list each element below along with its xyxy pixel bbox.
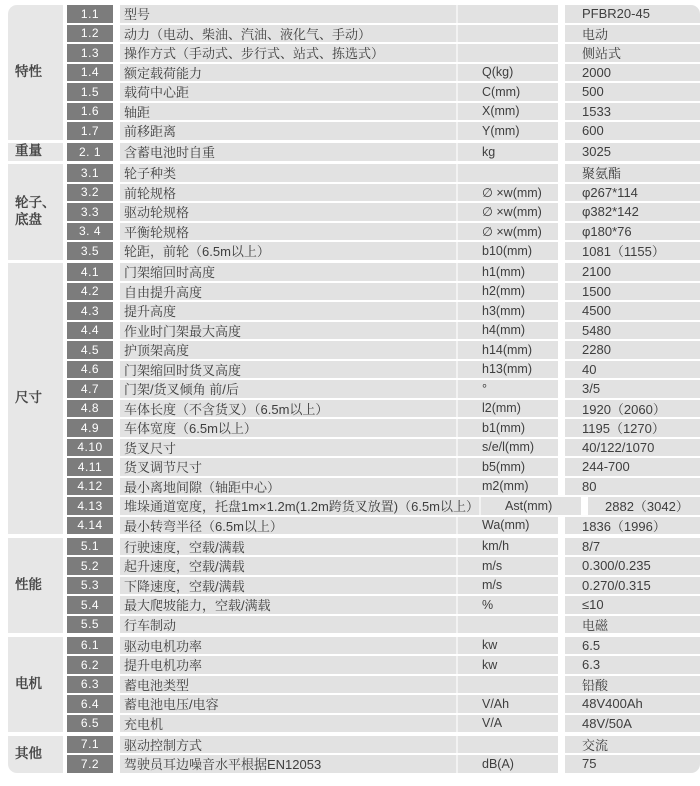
parameter-label: 门架缩回时高度 — [120, 263, 456, 281]
parameter-label: 动力（电动、柴油、汽油、液化气、手动） — [120, 25, 456, 43]
unit-label: kw — [456, 637, 558, 655]
table-row — [67, 400, 700, 418]
table-row — [67, 755, 700, 773]
table-row — [67, 203, 700, 221]
table-group-3 — [8, 164, 700, 260]
parameter-label: 驱动电机功率 — [120, 637, 456, 655]
row-number-badge: 6.3 — [67, 676, 113, 694]
value-label: 3025 — [565, 143, 700, 161]
value-label: 48V400Ah — [565, 695, 700, 713]
row-number-badge: 6.4 — [67, 695, 113, 713]
parameter-label: 平衡轮规格 — [120, 223, 456, 241]
row-number-badge: 3.3 — [67, 203, 113, 221]
row-number-badge: 4.4 — [67, 322, 113, 340]
parameter-label: 起升速度，空载/满载 — [120, 557, 456, 575]
value-label: 2882（3042） — [588, 497, 700, 515]
group-rows — [67, 164, 700, 260]
unit-label: dB(A) — [456, 755, 558, 773]
value-label: PFBR20-45 — [565, 5, 700, 23]
parameter-label: 门架/货叉倾角 前/后 — [120, 380, 456, 398]
value-label: 5480 — [565, 322, 700, 340]
unit-label: kg — [456, 143, 558, 161]
unit-label: Wa(mm) — [456, 517, 558, 535]
unit-label — [456, 25, 558, 43]
row-number-badge: 4.12 — [67, 478, 113, 496]
value-label: 6.3 — [565, 656, 700, 674]
table-row — [67, 596, 700, 614]
unit-label — [456, 736, 558, 754]
row-number-badge: 6.2 — [67, 656, 113, 674]
unit-label: h3(mm) — [456, 302, 558, 320]
value-label: 1920（2060） — [565, 400, 700, 418]
row-number-badge: 4.6 — [67, 361, 113, 379]
row-number-badge: 5.5 — [67, 616, 113, 634]
value-label: 铅酸 — [565, 676, 700, 694]
unit-label: s/e/l(mm) — [456, 439, 558, 457]
unit-label: % — [456, 596, 558, 614]
unit-label: ∅ ×w(mm) — [456, 203, 558, 221]
parameter-label: 操作方式（手动式、步行式、站式、拣选式） — [120, 44, 456, 62]
parameter-label: 行车制动 — [120, 616, 456, 634]
parameter-label: 轴距 — [120, 103, 456, 121]
category-label: 轮子、底盘 — [8, 164, 63, 260]
unit-label: X(mm) — [456, 103, 558, 121]
table-group-2 — [8, 143, 700, 161]
table-group-7 — [8, 736, 700, 773]
row-number-badge: 4.1 — [67, 263, 113, 281]
row-number-badge: 7.2 — [67, 755, 113, 773]
parameter-label: 含蓄电池时自重 — [120, 143, 456, 161]
row-number-badge: 4.9 — [67, 419, 113, 437]
parameter-label: 车体宽度（6.5m以上） — [120, 419, 456, 437]
row-number-badge: 4.13 — [67, 497, 113, 515]
unit-label: Y(mm) — [456, 122, 558, 140]
table-row — [67, 557, 700, 575]
table-group-5 — [8, 538, 700, 634]
table-row — [67, 5, 700, 23]
row-number-badge: 2. 1 — [67, 143, 113, 161]
value-label: 1081（1155） — [565, 242, 700, 260]
row-number-badge: 3.1 — [67, 164, 113, 182]
table-row — [67, 25, 700, 43]
table-row — [67, 478, 700, 496]
table-row — [67, 122, 700, 140]
table-row — [67, 695, 700, 713]
row-number-badge: 4.7 — [67, 380, 113, 398]
row-number-badge: 1.4 — [67, 64, 113, 82]
parameter-label: 行驶速度，空载/满载 — [120, 538, 456, 556]
row-number-badge: 4.3 — [67, 302, 113, 320]
unit-label: kw — [456, 656, 558, 674]
table-row — [67, 164, 700, 182]
parameter-label: 货叉调节尺寸 — [120, 458, 456, 476]
unit-label: b1(mm) — [456, 419, 558, 437]
unit-label: h4(mm) — [456, 322, 558, 340]
row-number-badge: 3.5 — [67, 242, 113, 260]
unit-label: Ast(mm) — [479, 497, 581, 515]
value-label: φ267*114 — [565, 184, 700, 202]
category-label: 性能 — [8, 538, 63, 634]
table-row — [67, 263, 700, 281]
table-row — [67, 439, 700, 457]
row-number-badge: 5.3 — [67, 577, 113, 595]
unit-label: V/A — [456, 715, 558, 733]
unit-label — [456, 676, 558, 694]
unit-label — [456, 44, 558, 62]
table-row — [67, 44, 700, 62]
unit-label: l2(mm) — [456, 400, 558, 418]
parameter-label: 蓄电池类型 — [120, 676, 456, 694]
table-row — [67, 242, 700, 260]
table-row — [67, 143, 700, 161]
table-row — [67, 538, 700, 556]
table-row — [67, 458, 700, 476]
unit-label: h13(mm) — [456, 361, 558, 379]
row-number-badge: 5.4 — [67, 596, 113, 614]
value-label: 1836（1996） — [565, 517, 700, 535]
row-number-badge: 7.1 — [67, 736, 113, 754]
value-label: 40/122/1070 — [565, 439, 700, 457]
row-number-badge: 1.2 — [67, 25, 113, 43]
row-number-badge: 4.11 — [67, 458, 113, 476]
unit-label: h14(mm) — [456, 341, 558, 359]
table-group-1 — [8, 5, 700, 140]
value-label: 3/5 — [565, 380, 700, 398]
value-label: 2280 — [565, 341, 700, 359]
parameter-label: 堆垛通道宽度，托盘1m×1.2m(1.2m跨货叉放置)（6.5m以上） — [120, 497, 479, 515]
unit-label: ° — [456, 380, 558, 398]
table-row — [67, 380, 700, 398]
value-label: 500 — [565, 83, 700, 101]
value-label: 1533 — [565, 103, 700, 121]
group-rows — [67, 143, 700, 161]
value-label: 2100 — [565, 263, 700, 281]
parameter-label: 门架缩回时货叉高度 — [120, 361, 456, 379]
table-row — [67, 283, 700, 301]
table-row — [67, 656, 700, 674]
row-number-badge: 5.2 — [67, 557, 113, 575]
parameter-label: 最大爬坡能力，空载/满载 — [120, 596, 456, 614]
value-label: 40 — [565, 361, 700, 379]
row-number-badge: 3.2 — [67, 184, 113, 202]
row-number-badge: 1.6 — [67, 103, 113, 121]
row-number-badge: 4.8 — [67, 400, 113, 418]
value-label: 4500 — [565, 302, 700, 320]
category-label: 重量 — [8, 143, 63, 161]
unit-label — [456, 164, 558, 182]
parameter-label: 驱动控制方式 — [120, 736, 456, 754]
unit-label: h1(mm) — [456, 263, 558, 281]
table-row — [67, 184, 700, 202]
category-label: 电机 — [8, 637, 63, 733]
parameter-label: 额定载荷能力 — [120, 64, 456, 82]
unit-label: V/Ah — [456, 695, 558, 713]
row-number-badge: 5.1 — [67, 538, 113, 556]
parameter-label: 充电机 — [120, 715, 456, 733]
group-rows — [67, 263, 700, 534]
parameter-label: 作业时门架最大高度 — [120, 322, 456, 340]
table-row — [67, 361, 700, 379]
value-label: 1195（1270） — [565, 419, 700, 437]
group-rows — [67, 5, 700, 140]
group-rows — [67, 736, 700, 773]
table-row — [67, 577, 700, 595]
table-row — [67, 341, 700, 359]
parameter-label: 载荷中心距 — [120, 83, 456, 101]
row-number-badge: 4.14 — [67, 517, 113, 535]
value-label: 交流 — [565, 736, 700, 754]
table-row — [67, 322, 700, 340]
row-number-badge: 4.2 — [67, 283, 113, 301]
value-label: 1500 — [565, 283, 700, 301]
parameter-label: 最小离地间隙（轴距中心） — [120, 478, 456, 496]
table-row — [67, 637, 700, 655]
table-row — [67, 302, 700, 320]
table-group-4 — [8, 263, 700, 534]
value-label: 75 — [565, 755, 700, 773]
table-row — [67, 616, 700, 634]
parameter-label: 提升电机功率 — [120, 656, 456, 674]
value-label: 80 — [565, 478, 700, 496]
value-label: φ382*142 — [565, 203, 700, 221]
parameter-label: 驱动轮规格 — [120, 203, 456, 221]
parameter-label: 前轮规格 — [120, 184, 456, 202]
unit-label: km/h — [456, 538, 558, 556]
row-number-badge: 4.5 — [67, 341, 113, 359]
value-label: 0.270/0.315 — [565, 577, 700, 595]
value-label: 电动 — [565, 25, 700, 43]
unit-label: m/s — [456, 557, 558, 575]
parameter-label: 轮子种类 — [120, 164, 456, 182]
value-label: 48V/50A — [565, 715, 700, 733]
parameter-label: 驾驶员耳边噪音水平根据EN12053 — [120, 755, 456, 773]
parameter-label: 车体长度（不含货叉）（6.5m以上） — [120, 400, 456, 418]
table-row — [67, 103, 700, 121]
value-label: 600 — [565, 122, 700, 140]
value-label: φ180*76 — [565, 223, 700, 241]
row-number-badge: 1.1 — [67, 5, 113, 23]
value-label: 0.300/0.235 — [565, 557, 700, 575]
unit-label: m/s — [456, 577, 558, 595]
unit-label — [456, 5, 558, 23]
table-row — [67, 83, 700, 101]
parameter-label: 自由提升高度 — [120, 283, 456, 301]
parameter-label: 下降速度，空载/满载 — [120, 577, 456, 595]
unit-label: b5(mm) — [456, 458, 558, 476]
unit-label: b10(mm) — [456, 242, 558, 260]
table-group-6 — [8, 637, 700, 733]
table-row — [67, 64, 700, 82]
value-label: 侧站式 — [565, 44, 700, 62]
row-number-badge: 1.3 — [67, 44, 113, 62]
category-label: 特性 — [8, 5, 63, 140]
value-label: 244-700 — [565, 458, 700, 476]
parameter-label: 前移距离 — [120, 122, 456, 140]
value-label: 2000 — [565, 64, 700, 82]
row-number-badge: 6.1 — [67, 637, 113, 655]
spec-table — [8, 5, 700, 773]
value-label: 6.5 — [565, 637, 700, 655]
parameter-label: 提升高度 — [120, 302, 456, 320]
category-label: 其他 — [8, 736, 63, 773]
unit-label: m2(mm) — [456, 478, 558, 496]
value-label: 电磁 — [565, 616, 700, 634]
unit-label: C(mm) — [456, 83, 558, 101]
table-row — [67, 736, 700, 754]
parameter-label: 轮距，前轮（6.5m以上） — [120, 242, 456, 260]
unit-label — [456, 616, 558, 634]
parameter-label: 最小转弯半径（6.5m以上） — [120, 517, 456, 535]
value-label: ≤10 — [565, 596, 700, 614]
unit-label: ∅ ×w(mm) — [456, 223, 558, 241]
table-row — [67, 676, 700, 694]
row-number-badge: 1.7 — [67, 122, 113, 140]
group-rows — [67, 538, 700, 634]
parameter-label: 货叉尺寸 — [120, 439, 456, 457]
category-label: 尺寸 — [8, 263, 63, 534]
parameter-label: 护顶架高度 — [120, 341, 456, 359]
value-label: 8/7 — [565, 538, 700, 556]
row-number-badge: 1.5 — [67, 83, 113, 101]
table-row — [67, 517, 700, 535]
parameter-label: 蓄电池电压/电容 — [120, 695, 456, 713]
table-row — [67, 419, 700, 437]
unit-label: h2(mm) — [456, 283, 558, 301]
row-number-badge: 4.10 — [67, 439, 113, 457]
group-rows — [67, 637, 700, 733]
unit-label: Q(kg) — [456, 64, 558, 82]
table-row — [67, 715, 700, 733]
unit-label: ∅ ×w(mm) — [456, 184, 558, 202]
row-number-badge: 3. 4 — [67, 223, 113, 241]
table-row — [67, 223, 700, 241]
row-number-badge: 6.5 — [67, 715, 113, 733]
table-row — [67, 497, 700, 515]
parameter-label: 型号 — [120, 5, 456, 23]
value-label: 聚氨酯 — [565, 164, 700, 182]
